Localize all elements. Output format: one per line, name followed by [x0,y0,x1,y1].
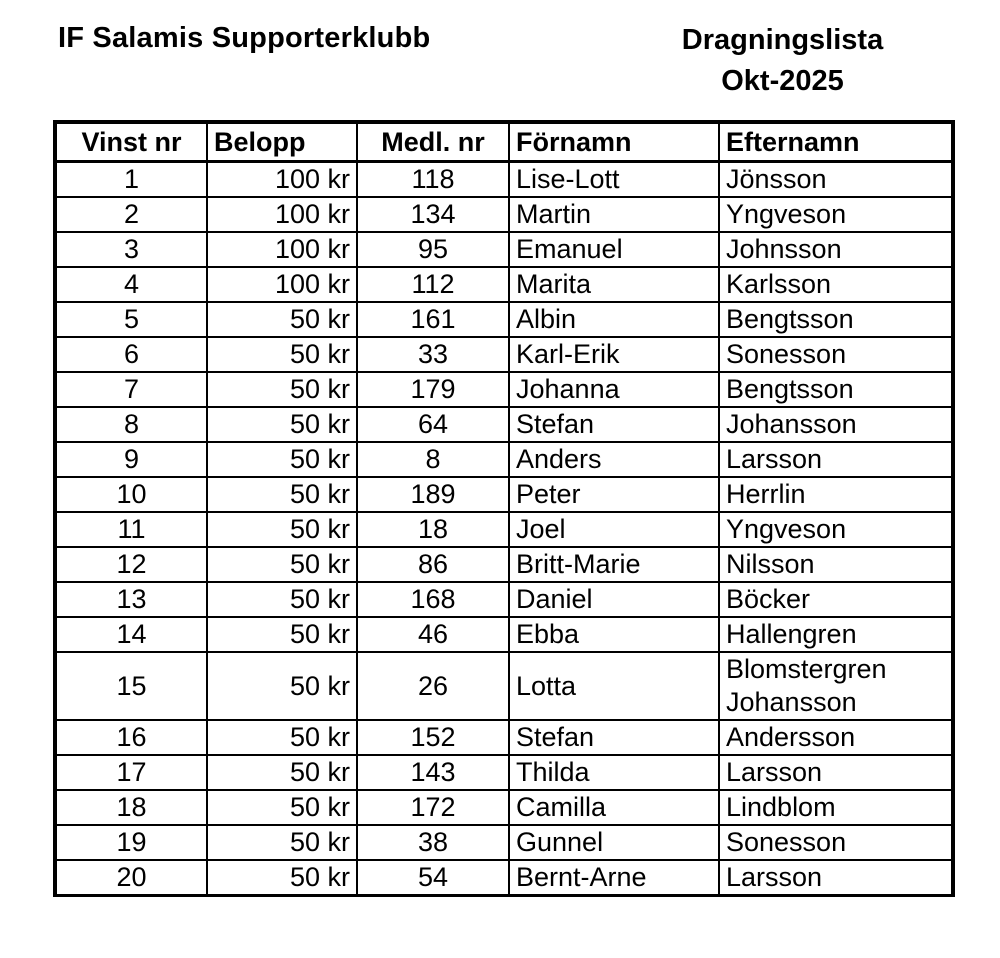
cell-fornamn: Martin [509,197,719,232]
table-row [55,617,953,652]
cell-fornamn: Gunnel [509,825,719,860]
cell-belopp: 50 kr [207,652,357,720]
cell-fornamn: Emanuel [509,232,719,267]
cell-medl-nr: 134 [357,197,509,232]
table-row [55,372,953,407]
cell-efternamn: Bengtsson [719,372,953,407]
cell-fornamn: Anders [509,442,719,477]
draw-table [53,120,955,897]
table-row [55,755,953,790]
table-row [55,267,953,302]
cell-vinst-nr: 10 [55,477,207,512]
table-body [55,162,953,896]
cell-medl-nr: 189 [357,477,509,512]
cell-vinst-nr: 12 [55,547,207,582]
cell-efternamn-line: Blomstergren [726,654,887,684]
cell-belopp: 50 kr [207,337,357,372]
cell-fornamn: Bernt-Arne [509,860,719,896]
table-row [55,582,953,617]
cell-efternamn: Nilsson [719,547,953,582]
table-row [55,407,953,442]
cell-belopp: 50 kr [207,790,357,825]
cell-vinst-nr: 11 [55,512,207,547]
cell-medl-nr: 26 [357,652,509,720]
cell-vinst-nr: 7 [55,372,207,407]
cell-vinst-nr: 13 [55,582,207,617]
cell-efternamn-line: Johansson [726,687,857,717]
column-header-vinst: Vinst nr [55,122,207,162]
cell-medl-nr: 112 [357,267,509,302]
cell-medl-nr: 54 [357,860,509,896]
list-period: Okt-2025 [721,65,844,97]
cell-efternamn: Johansson [719,407,953,442]
cell-medl-nr: 95 [357,232,509,267]
cell-efternamn: Bengtsson [719,302,953,337]
cell-belopp: 50 kr [207,407,357,442]
cell-vinst-nr: 19 [55,825,207,860]
cell-efternamn: Jönsson [719,162,953,198]
table-row [55,547,953,582]
cell-belopp: 50 kr [207,477,357,512]
cell-belopp: 50 kr [207,860,357,896]
cell-vinst-nr: 2 [55,197,207,232]
cell-efternamn: Larsson [719,755,953,790]
cell-belopp: 50 kr [207,547,357,582]
cell-fornamn: Stefan [509,720,719,755]
cell-fornamn: Lise-Lott [509,162,719,198]
cell-vinst-nr: 17 [55,755,207,790]
cell-efternamn: Karlsson [719,267,953,302]
cell-belopp: 50 kr [207,617,357,652]
cell-vinst-nr: 9 [55,442,207,477]
table-row [55,720,953,755]
cell-medl-nr: 33 [357,337,509,372]
cell-fornamn: Lotta [509,652,719,720]
cell-medl-nr: 143 [357,755,509,790]
table-row [55,477,953,512]
column-header-efternamn: Efternamn [719,122,953,162]
cell-fornamn: Britt-Marie [509,547,719,582]
cell-belopp: 100 kr [207,232,357,267]
cell-belopp: 50 kr [207,442,357,477]
table-row [55,442,953,477]
cell-efternamn: Sonesson [719,825,953,860]
column-header-medl: Medl. nr [357,122,509,162]
cell-medl-nr: 86 [357,547,509,582]
cell-belopp: 50 kr [207,755,357,790]
cell-belopp: 50 kr [207,720,357,755]
cell-belopp: 100 kr [207,267,357,302]
cell-vinst-nr: 16 [55,720,207,755]
table-row [55,512,953,547]
table-row [55,860,953,896]
cell-efternamn [719,652,953,720]
cell-efternamn: Sonesson [719,337,953,372]
cell-efternamn: Yngveson [719,197,953,232]
cell-medl-nr: 179 [357,372,509,407]
table-row [55,162,953,198]
cell-fornamn: Daniel [509,582,719,617]
cell-vinst-nr: 6 [55,337,207,372]
cell-belopp: 50 kr [207,302,357,337]
table-row [55,232,953,267]
cell-medl-nr: 46 [357,617,509,652]
table-row [55,825,953,860]
cell-vinst-nr: 20 [55,860,207,896]
cell-efternamn: Böcker [719,582,953,617]
cell-vinst-nr: 5 [55,302,207,337]
cell-medl-nr: 152 [357,720,509,755]
cell-fornamn: Peter [509,477,719,512]
cell-fornamn: Johanna [509,372,719,407]
table-row [55,302,953,337]
cell-medl-nr: 18 [357,512,509,547]
cell-vinst-nr: 1 [55,162,207,198]
cell-fornamn: Joel [509,512,719,547]
cell-fornamn: Stefan [509,407,719,442]
cell-medl-nr: 8 [357,442,509,477]
cell-vinst-nr: 18 [55,790,207,825]
cell-vinst-nr: 3 [55,232,207,267]
table-header-row [55,122,953,162]
cell-medl-nr: 118 [357,162,509,198]
column-header-fornamn: Förnamn [509,122,719,162]
cell-efternamn: Larsson [719,860,953,896]
cell-medl-nr: 38 [357,825,509,860]
cell-belopp: 50 kr [207,582,357,617]
cell-fornamn: Karl-Erik [509,337,719,372]
cell-efternamn: Yngveson [719,512,953,547]
cell-vinst-nr: 4 [55,267,207,302]
cell-belopp: 50 kr [207,372,357,407]
cell-efternamn: Larsson [719,442,953,477]
cell-belopp: 50 kr [207,825,357,860]
cell-belopp: 100 kr [207,197,357,232]
cell-vinst-nr: 14 [55,617,207,652]
cell-belopp: 50 kr [207,512,357,547]
list-title-block [655,20,910,102]
table-row [55,652,953,720]
cell-efternamn: Johnsson [719,232,953,267]
cell-efternamn: Herrlin [719,477,953,512]
cell-medl-nr: 64 [357,407,509,442]
cell-efternamn: Andersson [719,720,953,755]
table-row [55,197,953,232]
cell-fornamn: Camilla [509,790,719,825]
cell-vinst-nr: 8 [55,407,207,442]
cell-fornamn: Marita [509,267,719,302]
cell-medl-nr: 168 [357,582,509,617]
table-row [55,790,953,825]
cell-efternamn: Hallengren [719,617,953,652]
club-title: IF Salamis Supporterklubb [58,22,431,54]
cell-fornamn: Thilda [509,755,719,790]
cell-belopp: 100 kr [207,162,357,198]
cell-medl-nr: 161 [357,302,509,337]
cell-vinst-nr: 15 [55,652,207,720]
cell-medl-nr: 172 [357,790,509,825]
table-row [55,337,953,372]
cell-fornamn: Albin [509,302,719,337]
list-title: Dragningslista [681,24,884,56]
cell-fornamn: Ebba [509,617,719,652]
column-header-belopp: Belopp [207,122,357,162]
cell-efternamn: Lindblom [719,790,953,825]
